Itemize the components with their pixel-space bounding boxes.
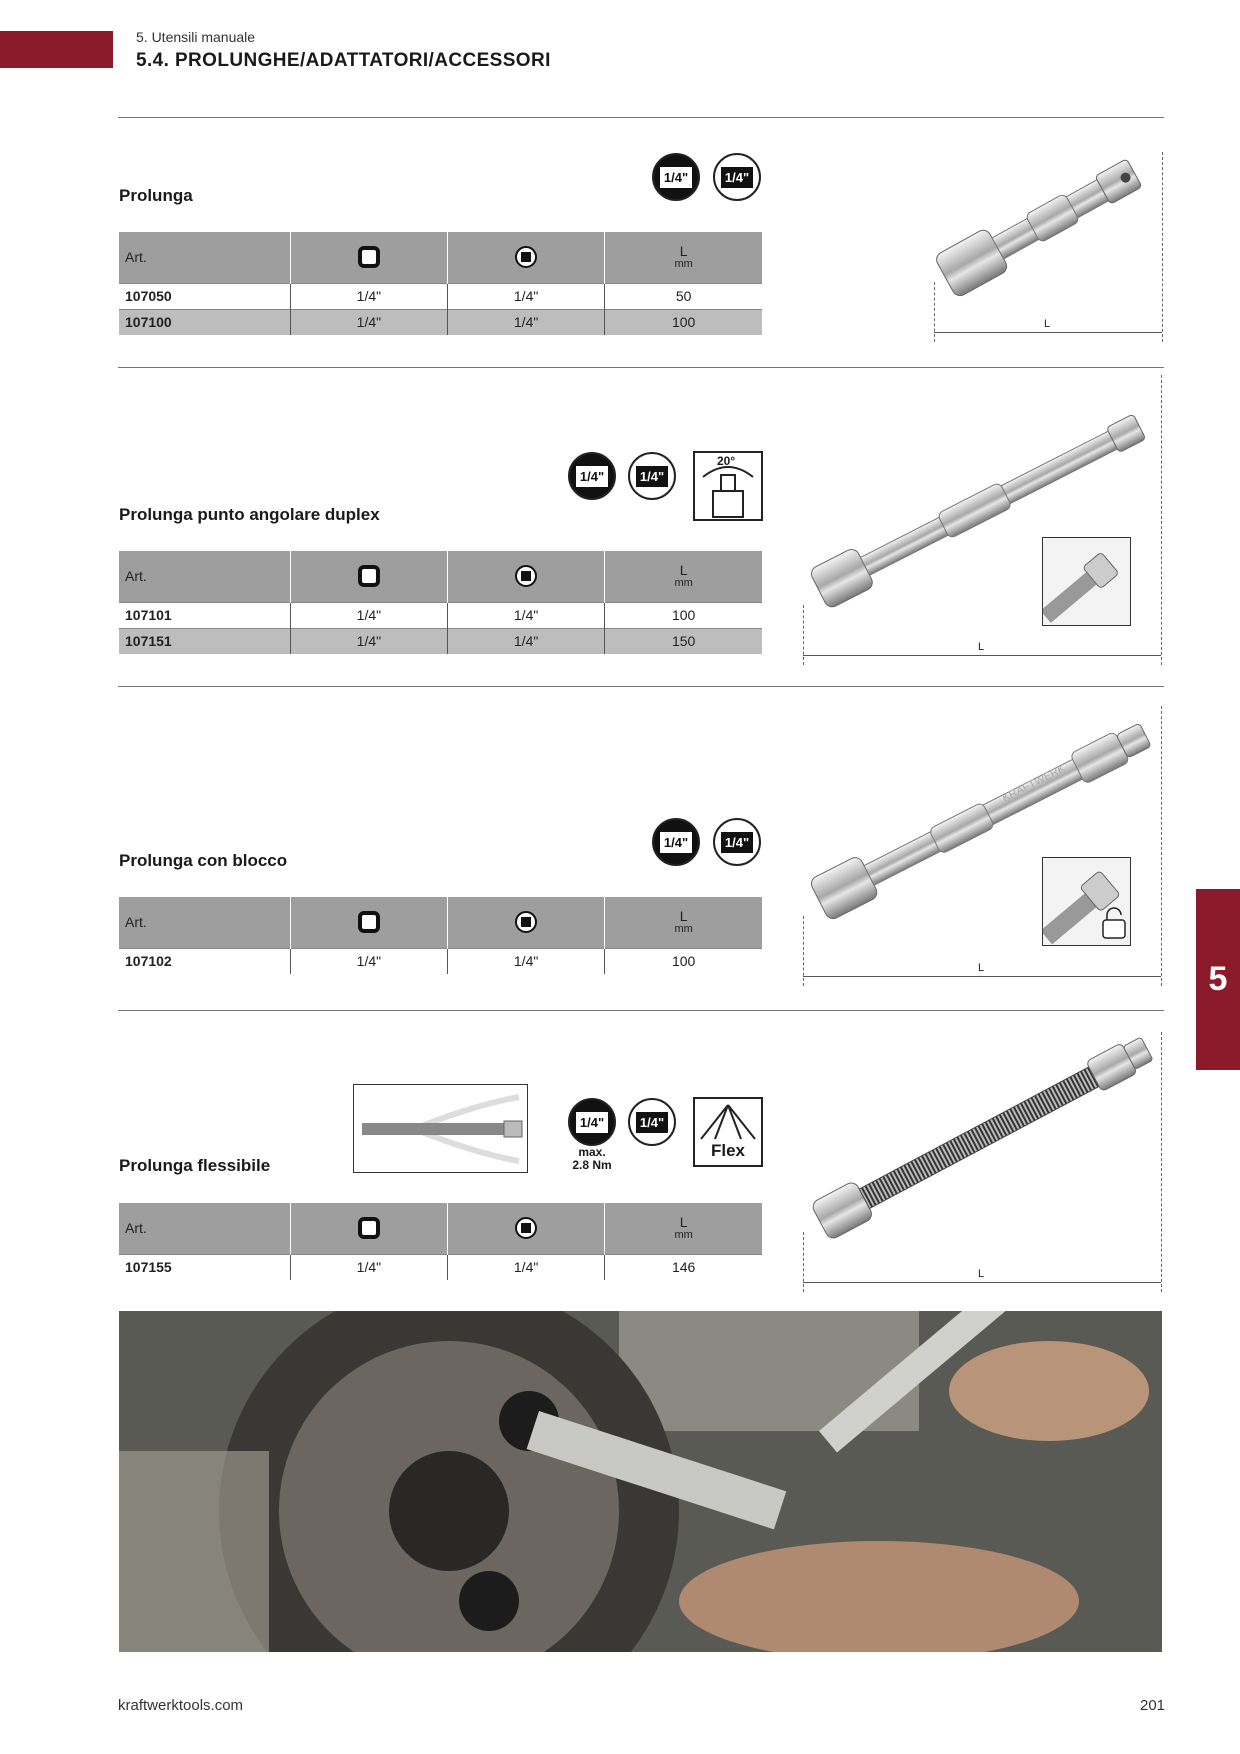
chapter-side-tab: 5 (1196, 889, 1240, 1070)
square-drive-outer-icon (358, 911, 380, 933)
drive-badge-inner-icon: 1/4" (628, 1098, 676, 1146)
col-length-header: L mm (605, 1203, 762, 1254)
square-drive-inner-icon (515, 246, 537, 268)
square-drive-outer-icon (358, 1217, 380, 1239)
drive-badge-outer-icon: 1/4" (568, 1098, 616, 1146)
angle-20-icon: 20° (693, 451, 763, 521)
col-art-header: Art. (119, 232, 290, 283)
product-title: Prolunga flessibile (119, 1156, 271, 1175)
divider (118, 1010, 1164, 1011)
table-row: 107100 1/4" 1/4" 100 (119, 309, 762, 335)
flexible-extension-tool-image (790, 1020, 1170, 1250)
flex-icon: Flex (693, 1097, 763, 1167)
table-row: 107050 1/4" 1/4" 50 (119, 283, 762, 309)
drive-badge-outer-icon: 1/4" (568, 452, 616, 500)
col-art-header: Art. (119, 1203, 290, 1254)
flex-preview-image (353, 1084, 528, 1173)
square-drive-inner-icon (515, 911, 537, 933)
col-inner-drive-header (448, 232, 605, 283)
col-art-header: Art. (119, 897, 290, 948)
col-outer-drive-header (290, 897, 447, 948)
col-inner-drive-header (448, 897, 605, 948)
divider (118, 117, 1164, 118)
product-title: Prolunga punto angolare duplex (119, 505, 380, 524)
brand-engraving: KRAFTWERK (1000, 762, 1068, 805)
product-title: Prolunga (119, 186, 193, 205)
col-inner-drive-header (448, 551, 605, 602)
table-row: 107155 1/4" 1/4" 146 (119, 1254, 762, 1280)
square-drive-outer-icon (358, 565, 380, 587)
col-length-header: L mm (605, 551, 762, 602)
col-outer-drive-header (290, 1203, 447, 1254)
table-row: 107102 1/4" 1/4" 100 (119, 948, 762, 974)
product-table (119, 1203, 762, 1280)
col-length-header: L mm (605, 897, 762, 948)
extension-tool-image (920, 140, 1170, 300)
table-row: 107151 1/4" 1/4" 150 (119, 628, 762, 654)
page-number: 201 (1140, 1697, 1166, 1714)
square-drive-inner-icon (515, 1217, 537, 1239)
footer-website: kraftwerktools.com (118, 1697, 244, 1714)
detail-inset-image (1042, 537, 1131, 626)
col-inner-drive-header (448, 1203, 605, 1254)
drive-badge-inner-icon: 1/4" (713, 153, 761, 201)
lathe-work-photo (119, 1311, 1162, 1652)
drive-badge-inner-icon: 1/4" (628, 452, 676, 500)
col-length-header: L mm (605, 232, 762, 283)
lock-icon (1103, 920, 1125, 938)
drive-badge-inner-icon: 1/4" (713, 818, 761, 866)
chapter-breadcrumb: 5. Utensili manuale (136, 29, 256, 45)
square-drive-outer-icon (358, 246, 380, 268)
section-title: 5.4. PROLUNGHE/ADATTATORI/ACCESSORI (136, 50, 551, 71)
col-outer-drive-header (290, 232, 447, 283)
divider (118, 686, 1164, 687)
col-outer-drive-header (290, 551, 447, 602)
square-drive-inner-icon (515, 565, 537, 587)
col-art-header: Art. (119, 551, 290, 602)
table-row: 107101 1/4" 1/4" 100 (119, 602, 762, 628)
lock-detail-inset-image (1042, 857, 1131, 946)
drive-badge-outer-icon: 1/4" (652, 818, 700, 866)
drive-badge-outer-icon: 1/4" (652, 153, 700, 201)
product-table (119, 232, 762, 335)
product-table (119, 551, 762, 654)
divider (118, 367, 1164, 368)
product-table (119, 897, 762, 974)
max-torque-note: max. 2.8 Nm (572, 1145, 612, 1172)
chapter-color-tab (0, 31, 113, 68)
product-title: Prolunga con blocco (119, 851, 288, 870)
